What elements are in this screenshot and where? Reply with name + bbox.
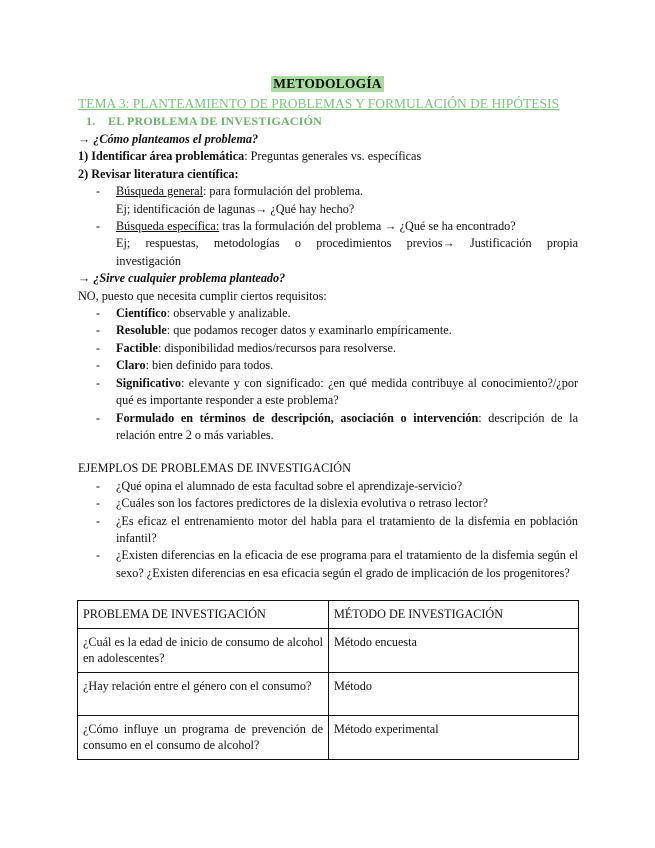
busqueda-especifica-label: Búsqueda específica: bbox=[116, 219, 220, 234]
table-cell: Método encuesta bbox=[329, 629, 579, 673]
table-row bbox=[78, 673, 579, 716]
busqueda-especifica-text: tras la formulación del problema → ¿Qué se ha encontrado? bbox=[219, 219, 516, 234]
research-table bbox=[77, 600, 579, 760]
table-cell: ¿Cuál es la edad de inicio de consumo de alcohol en adolescentes? bbox=[78, 629, 329, 673]
busqueda-general-sub: Ej; identificación de lagunas→ ¿Qué hay hecho? bbox=[116, 201, 355, 216]
table-header-row bbox=[78, 601, 579, 629]
step-1-bold: 1) Identificar área problemática bbox=[78, 149, 245, 164]
section-heading bbox=[86, 114, 322, 129]
list-item: - ¿Existen diferencias en la eficacia de ese programa para el tratamiento de la disfemia según el sexo? ¿Existen diferencias en esa eficacia según el grado de implicación de los progenitores? bbox=[96, 548, 578, 580]
table-header: MÉTODO DE INVESTIGACIÓN bbox=[329, 601, 579, 629]
no-text: NO, puesto que necesita cumplir ciertos requisitos: bbox=[78, 288, 327, 303]
document-body bbox=[78, 131, 578, 582]
section-number: 1. bbox=[86, 114, 96, 128]
list-item: - ¿Qué opina el alumnado de esta facultad sobre el aprendizaje-servicio? bbox=[96, 478, 463, 493]
table-row bbox=[78, 629, 579, 673]
tema-heading: TEMA 3: PLANTEAMIENTO DE PROBLEMAS Y FORMULACIÓN DE HIPÓTESIS bbox=[78, 96, 560, 111]
list-item: - ¿Cuáles son los factores predictores de la dislexia evolutiva o retraso lector? bbox=[96, 496, 488, 511]
page-title: METODOLOGÍA bbox=[273, 76, 382, 91]
ejemplos-heading: EJEMPLOS DE PROBLEMAS DE INVESTIGACIÓN bbox=[78, 461, 351, 476]
busqueda-general-label: Búsqueda general bbox=[116, 184, 203, 199]
list-item: - Claro: bien definido para todos. bbox=[96, 358, 274, 373]
busqueda-especifica-sub1: Ej; respuestas, metodologías o procedimientos previos→ Justificación propia bbox=[116, 236, 578, 251]
list-item: - Factible: disponibilidad medios/recursos para resolverse. bbox=[96, 340, 396, 355]
table-header: PROBLEMA DE INVESTIGACIÓN bbox=[78, 601, 329, 629]
list-item: - Formulado en términos de descripción, asociación o intervención: descripción de la relación entre 2 o más variables. bbox=[96, 410, 578, 442]
table-cell: ¿Cómo influye un programa de prevención de consumo en el consumo de alcohol? bbox=[78, 716, 329, 760]
table-cell: ¿Hay relación entre el género con el consumo? bbox=[78, 673, 329, 716]
table-cell: Método experimental bbox=[329, 716, 579, 760]
list-item: - ¿Es eficaz el entrenamiento motor del habla para el tratamiento de la disfemia en población infantil? bbox=[96, 513, 578, 545]
list-item: - Significativo: elevante y con significado: ¿en qué medida contribuye al conocimiento?/¿por qué es importante responder a este problema? bbox=[96, 375, 578, 408]
list-item: - Búsqueda general: para formulación del problema. bbox=[96, 184, 364, 199]
list-item: - Científico: observable y analizable. bbox=[96, 306, 291, 321]
section-label: EL PROBLEMA DE INVESTIGACIÓN bbox=[108, 114, 322, 128]
busqueda-general-text: : para formulación del problema. bbox=[202, 184, 364, 199]
table-row bbox=[78, 716, 579, 760]
busqueda-especifica-sub2: investigación bbox=[116, 253, 181, 268]
list-item: - Búsqueda específica: tras la formulación del problema → ¿Qué se ha encontrado? bbox=[96, 219, 516, 234]
step-2: 2) Revisar literatura científica: bbox=[78, 166, 239, 181]
step-1 bbox=[78, 148, 578, 165]
question-1: → ¿Cómo planteamos el problema? bbox=[78, 132, 259, 146]
list-item: - Resoluble: que podamos recoger datos y examinarlo empíricamente. bbox=[96, 323, 452, 338]
step-1-rest: : Preguntas generales vs. específicas bbox=[244, 149, 422, 164]
question-2: → ¿Sirve cualquier problema planteado? bbox=[78, 271, 286, 286]
table-cell: Método bbox=[329, 673, 579, 716]
